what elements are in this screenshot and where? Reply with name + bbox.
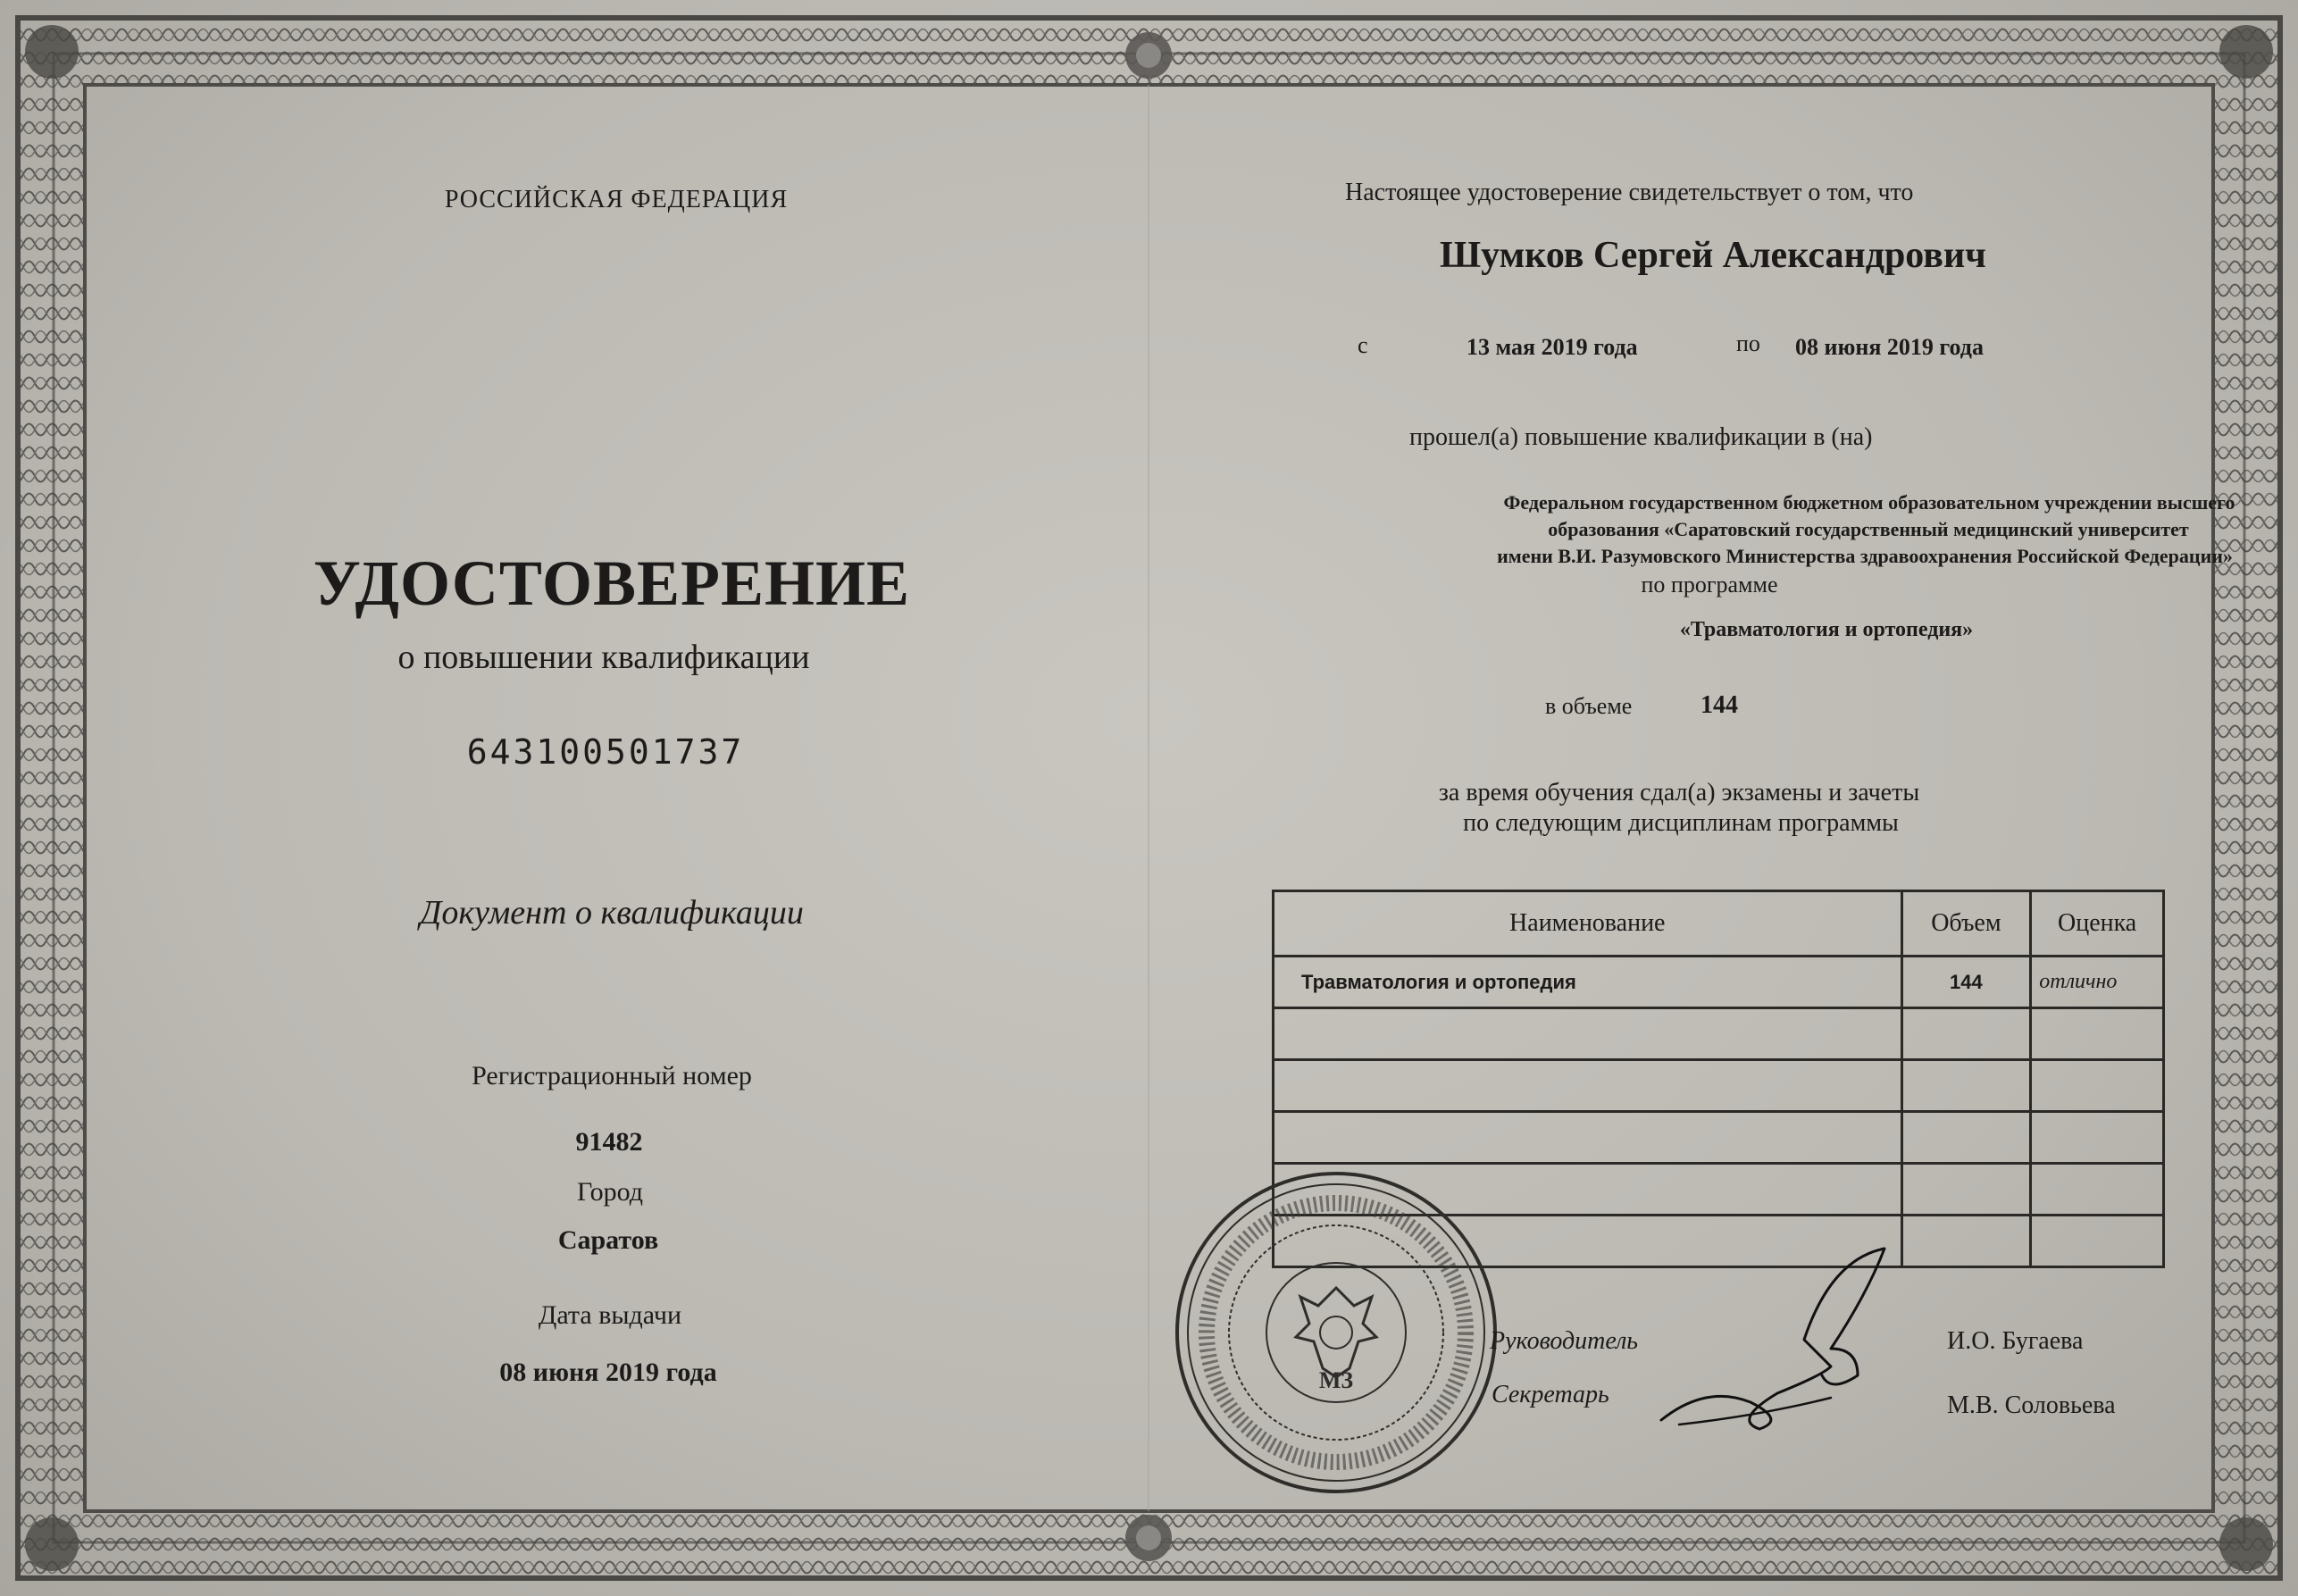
discipline-volume <box>1901 1216 2031 1267</box>
discipline-name <box>1274 1008 1902 1060</box>
official-stamp <box>1166 1163 1506 1502</box>
discipline-name: Травматология и ортопедия <box>1274 957 1902 1008</box>
table-row <box>1274 1112 2164 1164</box>
city-value: Саратов <box>557 1225 659 1255</box>
reg-number: 91482 <box>575 1127 643 1157</box>
table-header-row <box>1274 891 2164 957</box>
country-heading: РОССИЙСКАЯ ФЕДЕРАЦИЯ <box>444 186 789 213</box>
table-row <box>1274 957 2164 1008</box>
to-label: по <box>1736 330 1760 356</box>
table-row <box>1274 1008 2164 1060</box>
table-row <box>1274 1060 2164 1112</box>
discipline-volume <box>1901 1060 2031 1112</box>
eagle-emblem-icon <box>1296 1288 1376 1377</box>
issue-date: 08 июня 2019 года <box>499 1358 717 1387</box>
header-volume: Объем <box>1901 891 2031 957</box>
exams-line-2: по следующим дисциплинам программы <box>1463 809 1899 837</box>
discipline-grade <box>2031 1164 2164 1216</box>
volume-label: в объеме <box>1545 693 1633 719</box>
header-name: Наименование <box>1274 891 1902 957</box>
certificate-number: 643100501737 <box>466 732 745 772</box>
discipline-volume <box>1901 1008 2031 1060</box>
city-label: Город <box>576 1177 644 1207</box>
from-label: с <box>1358 332 1368 358</box>
to-date: 08 июня 2019 года <box>1795 334 1984 360</box>
head-name: И.О. Бугаева <box>1947 1327 2084 1355</box>
program-label: по программе <box>1641 572 1778 597</box>
institution-line-3: имени В.И. Разумовского Министерства здравоохранения Российской Федерации» <box>1497 545 2233 567</box>
discipline-grade <box>2031 1008 2164 1060</box>
passed-text: прошел(а) повышение квалификации в (на) <box>1409 423 1873 451</box>
discipline-volume <box>1901 1112 2031 1164</box>
signature <box>1652 1241 1902 1447</box>
discipline-grade <box>2031 1112 2164 1164</box>
discipline-grade: отлично <box>2031 957 2164 1008</box>
head-label: Руководитель <box>1490 1327 1639 1355</box>
document-title: УДОСТОВЕРЕНИЕ <box>313 547 911 619</box>
holder-full-name: Шумков Сергей Александрович <box>1440 235 1986 276</box>
reg-number-label: Регистрационный номер <box>472 1061 752 1090</box>
intro-text: Настоящее удостоверение свидетельствует о том, что <box>1345 179 1914 206</box>
program-name: «Травматология и ортопедия» <box>1679 618 1974 641</box>
discipline-grade <box>2031 1216 2164 1267</box>
institution-line-2: образования «Саратовский государственный медицинский университет <box>1548 518 2189 540</box>
discipline-volume <box>1901 1164 2031 1216</box>
discipline-name <box>1274 1060 1902 1112</box>
discipline-name <box>1274 1112 1902 1164</box>
from-date: 13 мая 2019 года <box>1467 334 1638 360</box>
document-type: Документ о квалификации <box>420 894 804 932</box>
secretary-name: М.В. Соловьева <box>1947 1391 2116 1419</box>
discipline-volume: 144 <box>1901 957 2031 1008</box>
header-grade: Оценка <box>2031 891 2164 957</box>
document-subtitle: о повышении квалификации <box>397 639 810 676</box>
secretary-label: Секретарь <box>1492 1381 1609 1408</box>
exams-line-1: за время обучения сдал(а) экзамены и зачеты <box>1438 779 1920 806</box>
volume-value: 144 <box>1701 691 1738 719</box>
stamp-center-text: МЗ <box>1318 1367 1354 1393</box>
issue-date-label: Дата выдачи <box>538 1300 682 1330</box>
discipline-grade <box>2031 1060 2164 1112</box>
institution-line-1: Федеральном государственном бюджетном образовательном учреждении высшего <box>1503 491 2235 514</box>
